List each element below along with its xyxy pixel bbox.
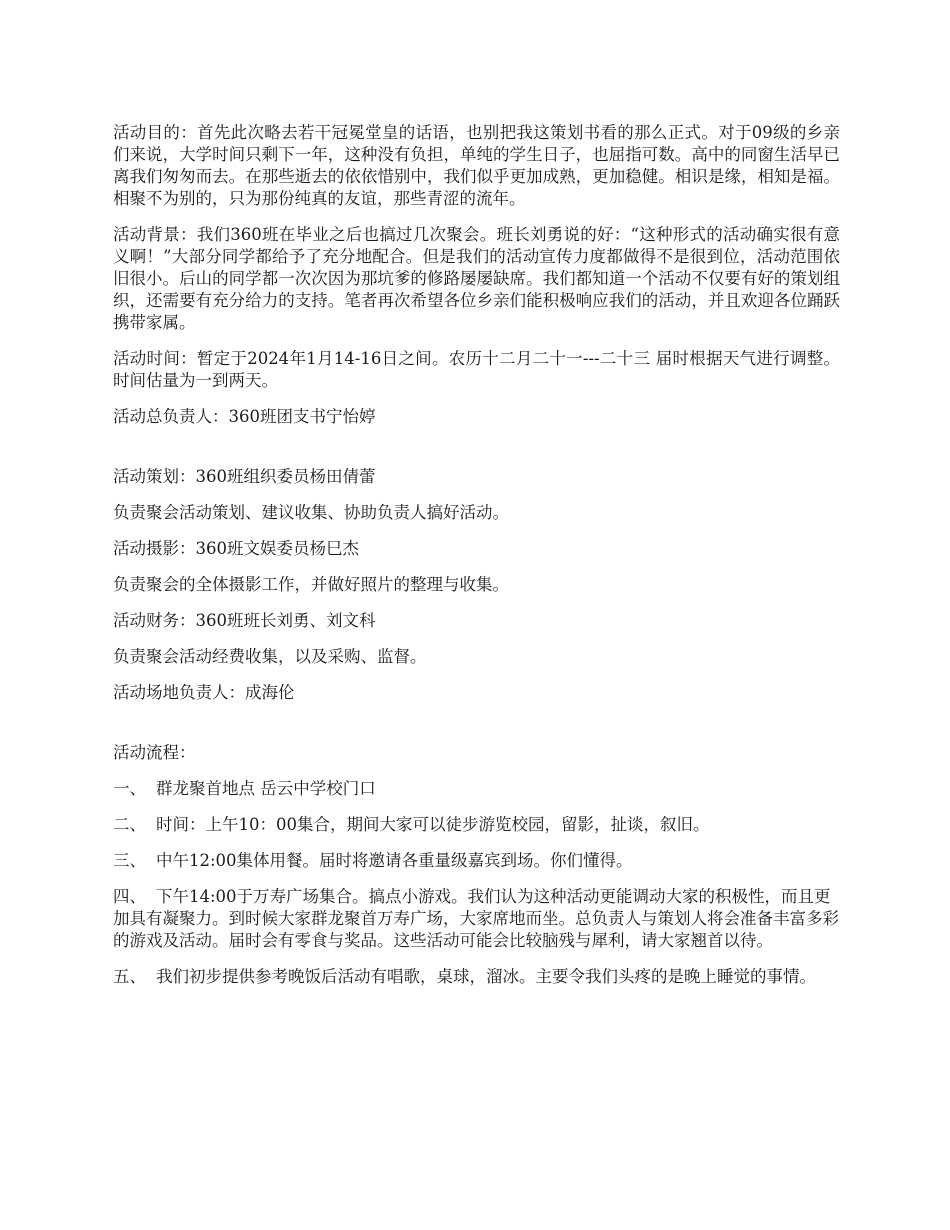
- process-heading: 活动流程：: [113, 743, 196, 762]
- list-marker: 五、: [113, 967, 146, 986]
- spacer: [113, 718, 840, 742]
- list-marker: 四、: [113, 887, 146, 906]
- spacer: [113, 442, 840, 466]
- time-paragraph: 活动时间：暂定于2024年1月14-16日之间。农历十二月二十一---二十三 届时根据天气进行调整。时间估量为一到两天。: [113, 349, 840, 390]
- planner-duty-line: 负责聚会活动策划、建议收集、协助负责人搞好活动。: [113, 503, 509, 522]
- document-page: [113, 122, 840, 1002]
- list-marker: 三、: [113, 851, 146, 870]
- planner-line: 活动策划：360班组织委员杨田倩蕾: [113, 467, 376, 486]
- process-item: [113, 966, 840, 988]
- process-item-text: 下午14:00于万寿广场集合。搞点小游戏。我们认为这种活动更能调动大家的积极性，而且更加具有凝聚力。到时候大家群龙聚首万寿广场，大家席地而坐。总负责人与策划人将会准备丰富多彩的游戏及活动。届时会有零食与奖品。这些活动可能会比较脑残与犀利，请大家翘首以待。: [113, 887, 839, 950]
- list-marker: 一、: [113, 779, 146, 798]
- chief-organizer-line: 活动总负责人：360班团支书宁怡婷: [113, 407, 376, 426]
- process-item: [113, 814, 840, 836]
- purpose-paragraph: 活动目的：首先此次略去若干冠冕堂皇的话语，也别把我这策划书看的那么正式。对于09级的乡亲们来说，大学时间只剩下一年，这种没有负担，单纯的学生日子，也屈指可数。高中的同窗生活早已离我们匆匆而去。在那些逝去的依依惜别中，我们似乎更加成熟，更加稳健。相识是缘，相知是福。相聚不为别的，只为那份纯真的友谊，那些青涩的流年。: [113, 123, 840, 208]
- process-item-text: 时间：上午10：00集合，期间大家可以徒步游览校园，留影，扯谈，叙旧。: [156, 815, 710, 834]
- process-item: [113, 778, 840, 800]
- finance-duty-line: 负责聚会活动经费收集，以及采购、监督。: [113, 647, 427, 666]
- venue-manager-line: 活动场地负责人：成海伦: [113, 683, 295, 702]
- finance-line: 活动财务：360班班长刘勇、刘文科: [113, 611, 376, 630]
- process-item-text: 中午12:00集体用餐。届时将邀请各重量级嘉宾到场。你们懂得。: [156, 851, 633, 870]
- process-item-text: 群龙聚首地点 岳云中学校门口: [156, 779, 376, 798]
- background-paragraph: 活动背景：我们360班在毕业之后也搞过几次聚会。班长刘勇说的好：“这种形式的活动确实很有意义啊！”大部分同学都给予了充分地配合。但是我们的活动宣传力度都做得不是很到位，活动范围依旧很小。后山的同学都一次次因为那坑爹的修路屡屡缺席。我们都知道一个活动不仅要有好的策划组织，还需要有充分给力的支持。笔者再次希望各位乡亲们能积极响应我们的活动，并且欢迎各位踊跃携带家属。: [113, 225, 840, 332]
- process-item-text: 我们初步提供参考晚饭后活动有唱歌，桌球，溜冰。主要令我们头疼的是晚上睡觉的事情。: [156, 967, 816, 986]
- photographer-duty-line: 负责聚会的全体摄影工作，并做好照片的整理与收集。: [113, 575, 509, 594]
- process-item: [113, 886, 840, 952]
- list-marker: 二、: [113, 815, 146, 834]
- photographer-line: 活动摄影：360班文娱委员杨巳杰: [113, 539, 359, 558]
- process-item: [113, 850, 840, 872]
